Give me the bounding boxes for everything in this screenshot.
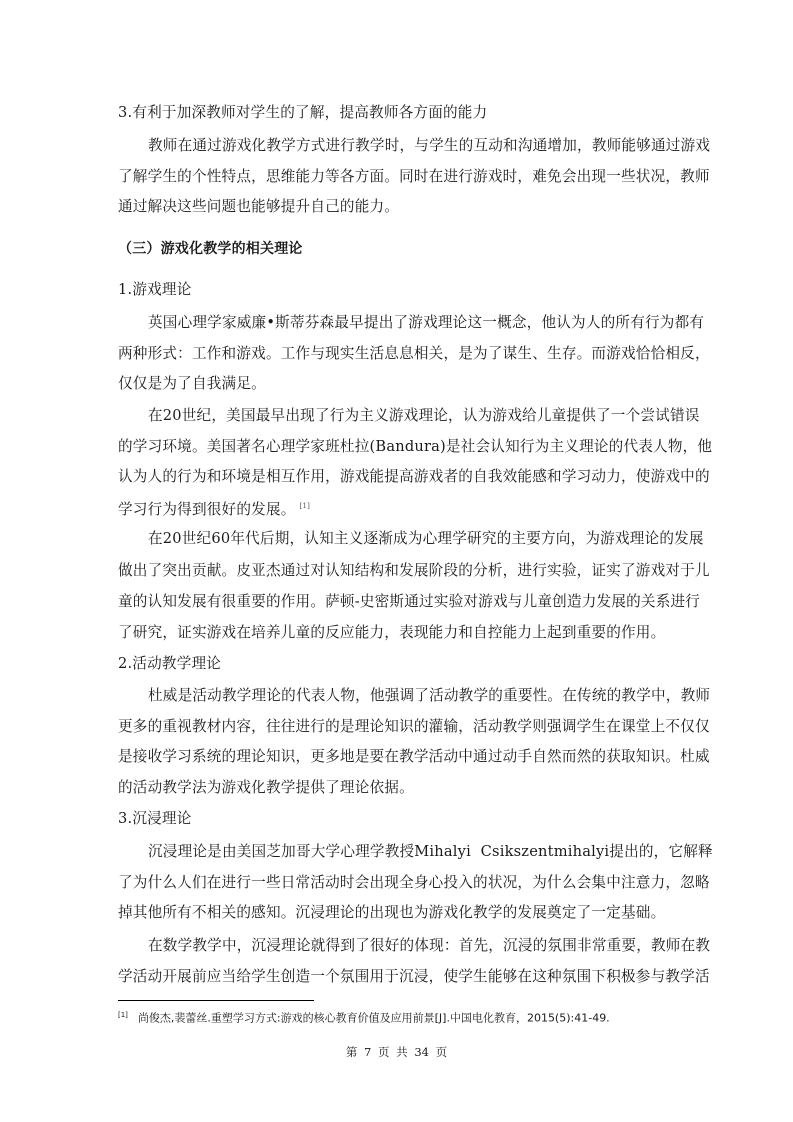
footnote (118, 1008, 610, 1026)
paragraph-line: 更多的重视教材内容，往往进行的是理论知识的灌输，活动教学则强调学生在课堂上不仅仅 (118, 718, 710, 735)
paragraph-line: 沉浸理论是由美国芝加哥大学心理学教授Mihalyi Csikszentmihalyi提出的，它解释 (148, 843, 713, 860)
paragraph-line: 通过解决这些问题也能够提升自己的能力。 (118, 198, 400, 215)
paragraph-line: 学活动开展前应当给学生创造一个氛围用于沉浸，使学生能够在这种氛围下积极参与教学活 (118, 968, 710, 985)
paragraph-line: 在数学教学中，沉浸理论就得到了很好的体现：首先，沉浸的氛围非常重要，教师在教 (148, 937, 711, 954)
page-number: 第 7 页 共 34 页 (345, 1045, 448, 1059)
subheading-2: 2.活动教学理论 (118, 655, 222, 672)
subheading-3: 3.有利于加深教师对学生的了解，提高教师各方面的能力 (118, 104, 488, 121)
section-heading: （三）游戏化教学的相关理论 (118, 241, 303, 257)
paragraph-line: 英国心理学家威廉•斯蒂芬森最早提出了游戏理论这一概念，他认为人的所有行为都有 (148, 314, 705, 331)
footnote-mark: [1] (118, 1011, 128, 1019)
paragraph-line: 杜威是活动教学理论的代表人物，他强调了活动教学的重要性。在传统的教学中，教师 (148, 687, 711, 704)
paragraph-line (118, 496, 674, 520)
paragraph-line: 了研究，证实游戏在培养儿童的反应能力，表现能力和自控能力上起到重要的作用。 (118, 624, 666, 641)
paragraph-line: 认为人的行为和环境是相互作用，游戏能提高游戏者的自我效能感和学习动力，使游戏中的 (118, 468, 710, 485)
paragraph-line: 童的认知发展有很重要的作用。萨顿-史密斯通过实验对游戏与儿童创造力发展的关系进行 (118, 593, 701, 610)
paragraph-line: 教师在通过游戏化教学方式进行教学时，与学生的互动和沟通增加，教师能够通过游戏 (148, 137, 711, 154)
paragraph-line: 仅仅是为了自我满足。 (118, 375, 266, 392)
citation-mark[interactable]: [1] (299, 502, 311, 510)
paragraph-line: 了解学生的个性特点，思维能力等各方面。同时在进行游戏时，难免会出现一些状况，教师 (118, 168, 710, 185)
paragraph-line: 掉其他所有不相关的感知。沉浸理论的出现也为游戏化教学的发展奠定了一定基础。 (118, 904, 666, 921)
paragraph-line: 在20世纪，美国最早出现了行为主义游戏理论，认为游戏给儿童提供了一个尝试错误 (148, 407, 700, 424)
paragraph-line: 两种形式：工作和游戏。工作与现实生活息息相关，是为了谋生、生存。而游戏恰恰相反， (118, 345, 710, 362)
subheading-3b: 3.沉浸理论 (118, 810, 192, 827)
paragraph-line: 了为什么人们在进行一些日常活动时会出现全身心投入的状况，为什么会集中注意力，忽略 (118, 874, 710, 891)
paragraph-line: 的活动教学法为游戏化教学提供了理论依据。 (118, 779, 414, 796)
paragraph-line: 做出了突出贡献。皮亚杰通过对认知结构和发展阶段的分析，进行实验，证实了游戏对于儿 (118, 562, 710, 579)
paragraph-line: 的学习环境。美国著名心理学家班杜拉(Bandura)是社会认知行为主义理论的代表人物，他 (118, 438, 713, 455)
subheading-1: 1.游戏理论 (118, 281, 192, 298)
paragraph-line: 在20世纪60年代后期，认知主义逐渐成为心理学研究的主要方向，为游戏理论的发展 (148, 530, 704, 547)
paragraph-line: 是接收学习系统的理论知识，更多地是要在教学活动中通过动手自然而然的获取知识。杜威 (118, 748, 710, 765)
paragraph-text: 学习行为得到很好的发展。 (118, 500, 296, 518)
footnote-divider (118, 1000, 314, 1001)
footnote-text: 尚俊杰,裴蕾丝.重塑学习方式:游戏的核心教育价值及应用前景[J].中国电化教育，2015(5):41-49. (137, 1011, 610, 1025)
